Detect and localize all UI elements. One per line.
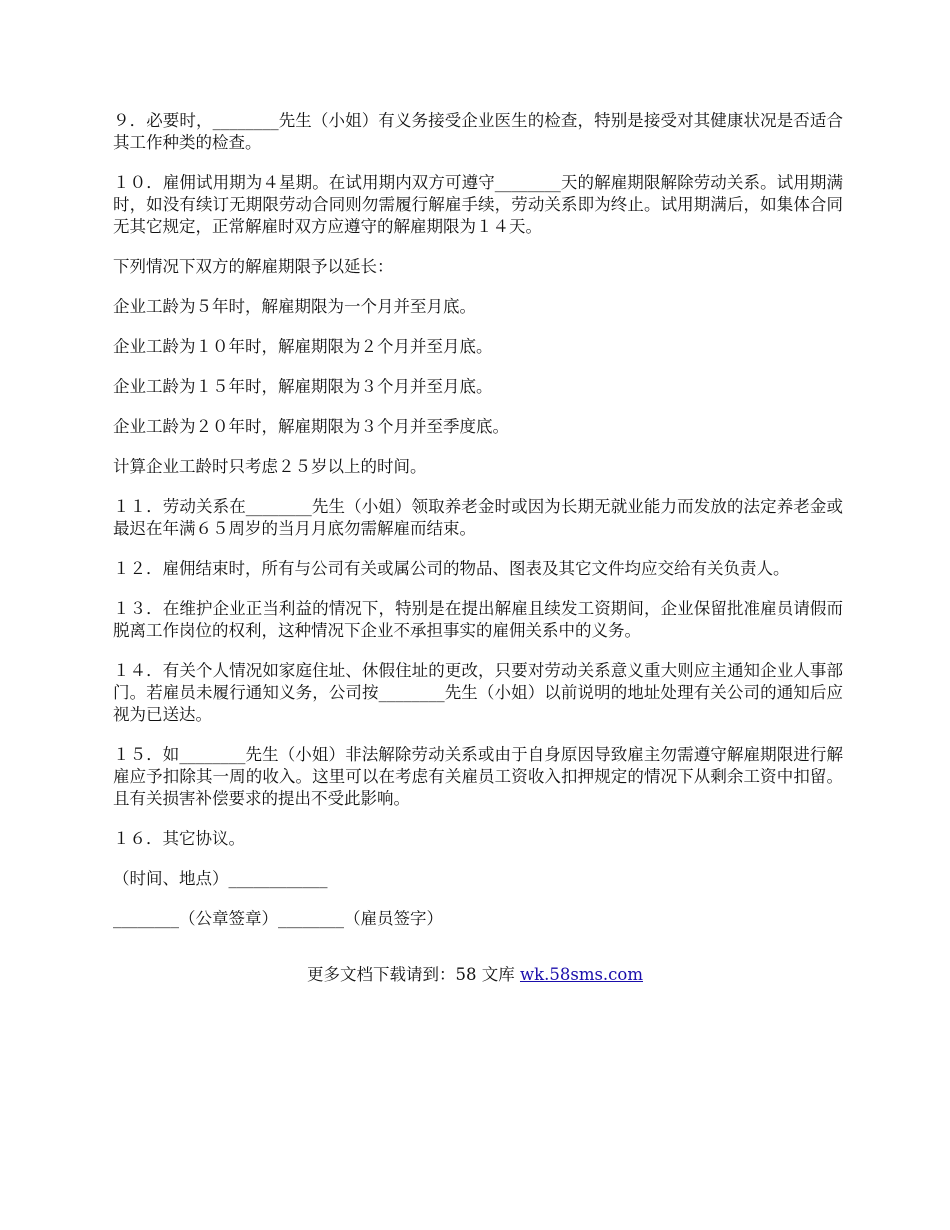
footer-link[interactable]: wk.58sms.com — [519, 965, 643, 984]
paragraph-16: １６．其它协议。 — [113, 829, 245, 848]
footer-text: 更多文档下载请到：58 文库 — [306, 965, 520, 984]
paragraph-10: １０．雇佣试用期为４星期。在试用期内双方可遵守________天的解雇期限解除劳动关系。试用期满时，如没有续订无期限劳动合同则勿需履行解雇手续，劳动关系即为终止。试用期满后，如集体合同无其它规定，正常解雇时双方应遵守的解雇期限为１４天。 — [113, 173, 843, 236]
paragraph-extension-intro: 下列情况下双方的解雇期限予以延长： — [113, 257, 394, 276]
paragraph-13: １３．在维护企业正当利益的情况下，特别是在提出解雇且续发工资期间，企业保留批准雇员请假而脱离工作岗位的权利，这种情况下企业不承担事实的雇佣关系中的义务。 — [113, 599, 843, 640]
paragraph-11: １１．劳动关系在________先生（小姐）领取养老金时或因为长期无就业能力而发放的法定养老金或最迟在年满６５周岁的当月月底勿需解雇而结束。 — [113, 497, 843, 538]
paragraph-15: １５．如________先生（小姐）非法解除劳动关系或由于自身原因导致雇主勿需遵守解雇期限进行解雇应予扣除其一周的收入。这里可以在考虑有关雇员工资收入扣押规定的情况下从剩余工资中扣留。且有关损害补偿要求的提出不受此影响。 — [113, 745, 843, 808]
paragraph-12: １２．雇佣结束时，所有与公司有关或属公司的物品、图表及其它文件均应交给有关负责人。 — [113, 559, 790, 578]
paragraph-seniority-note: 计算企业工龄时只考虑２５岁以上的时间。 — [113, 457, 427, 476]
time-place-line: （时间、地点）____________ — [113, 869, 328, 888]
paragraph-seniority-15: 企业工龄为１５年时，解雇期限为３个月并至月底。 — [113, 377, 493, 396]
signature-line: ________（公章签章）________（雇员签字） — [113, 909, 443, 928]
paragraph-seniority-5: 企业工龄为５年时，解雇期限为一个月并至月底。 — [113, 297, 476, 316]
footer — [0, 964, 950, 986]
paragraph-14: １４．有关个人情况如家庭住址、休假住址的更改，只要对劳动关系意义重大则应主通知企业人事部门。若雇员未履行通知义务，公司按________先生（小姐）以前说明的地址处理有关公司的通知后应视为已送达。 — [113, 661, 843, 724]
paragraph-9: ９．必要时，________先生（小姐）有义务接受企业医生的检查，特别是接受对其健康状况是否适合其工作种类的检查。 — [113, 111, 843, 152]
paragraph-seniority-20: 企业工龄为２０年时，解雇期限为３个月并至季度底。 — [113, 417, 509, 436]
paragraph-seniority-10: 企业工龄为１０年时，解雇期限为２个月并至月底。 — [113, 337, 493, 356]
document-body — [113, 110, 843, 948]
